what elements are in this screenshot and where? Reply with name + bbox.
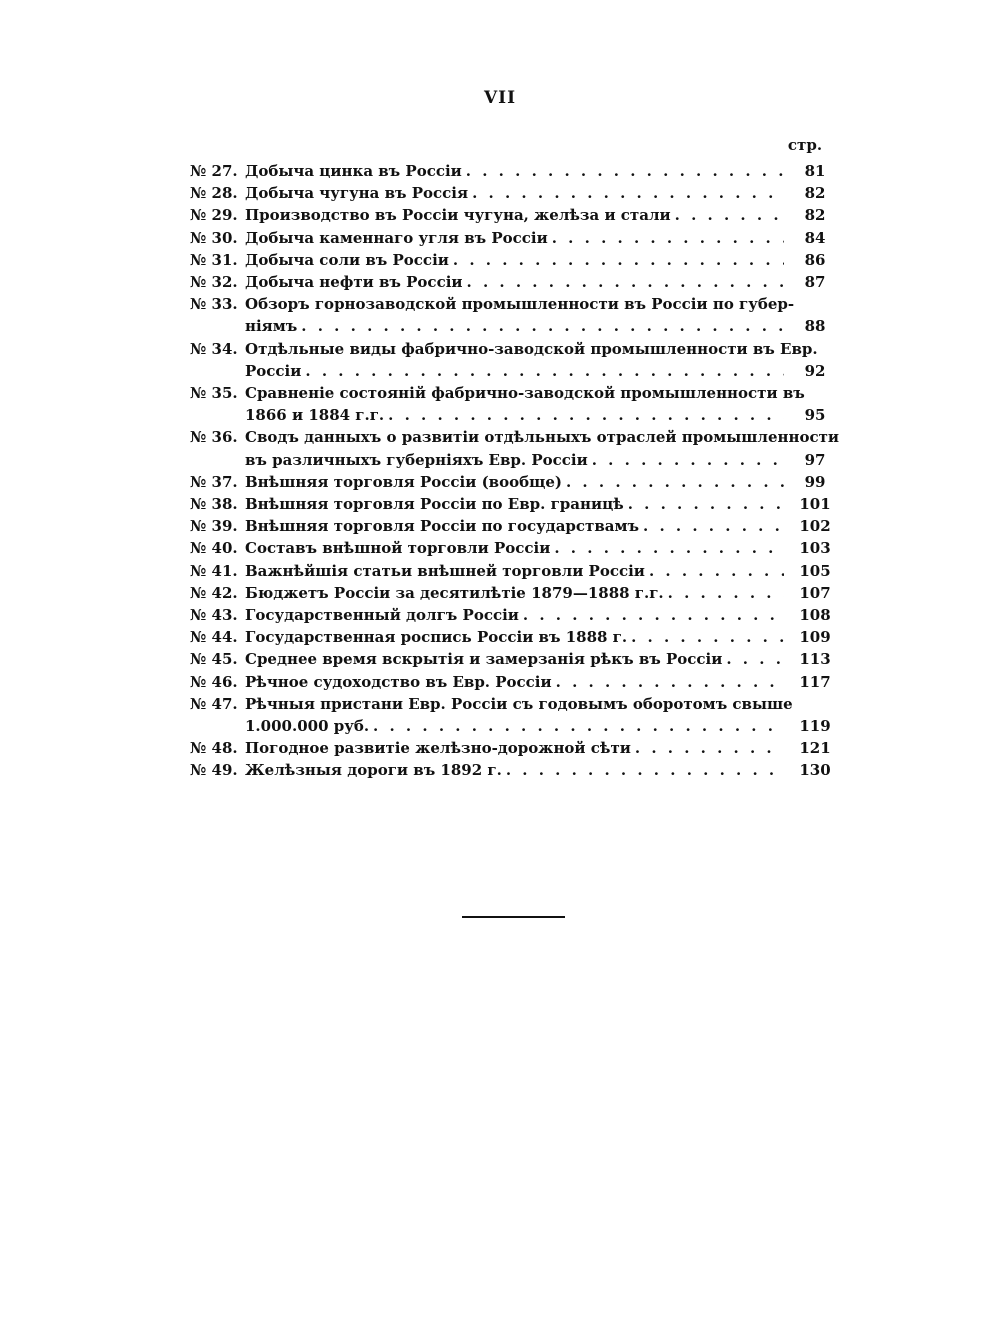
toc-entry: [190, 249, 840, 271]
toc-entry: [190, 493, 840, 515]
entry-title: Среднее время вскрытія и замерзанія рѣкъ въ Россіи: [245, 650, 723, 669]
entry-page-number: 87: [804, 273, 826, 292]
toc-entry: [190, 515, 840, 537]
entry-line: [245, 360, 840, 382]
dot-leader: [624, 493, 784, 515]
entry-page-number: 88: [804, 317, 826, 336]
dot-leader: [384, 404, 784, 426]
toc-entry: [190, 293, 840, 337]
entry-line: [245, 493, 840, 515]
entry-title: Внѣшняя торговля Россіи по Евр. границѣ: [245, 494, 624, 513]
entry-title: Обзоръ горнозаводской промышленности въ Россіи по губер-: [245, 295, 795, 314]
entry-line: [245, 648, 840, 670]
entry-number: № 37.: [190, 472, 238, 491]
entry-number: № 33.: [190, 295, 238, 314]
entry-line: [245, 560, 840, 582]
entry-page-number: 86: [804, 250, 826, 269]
entry-title: Погодное развитіе желѣзно-дорожной сѣти: [245, 739, 631, 758]
entry-number: № 28.: [190, 184, 238, 203]
entry-line: [245, 249, 840, 271]
table-of-contents: [190, 160, 840, 782]
entry-page-number: 119: [799, 716, 831, 735]
toc-entry: [190, 160, 840, 182]
dot-leader: [468, 182, 784, 204]
entry-number: № 46.: [190, 672, 238, 691]
entry-page-number: 103: [799, 539, 831, 558]
toc-entry: [190, 737, 840, 759]
entry-page-number: 82: [804, 206, 826, 225]
toc-entry: [190, 271, 840, 293]
entry-line: [245, 671, 840, 693]
entry-line: [245, 404, 840, 426]
entry-line: [245, 626, 840, 648]
entry-number: № 31.: [190, 250, 238, 269]
entry-line: [245, 604, 840, 626]
entry-number: № 43.: [190, 605, 238, 624]
closing-rule: [462, 916, 565, 918]
entry-title: Составъ внѣшной торговли Россіи: [245, 539, 551, 558]
dot-leader: [627, 626, 784, 648]
toc-entry: [190, 604, 840, 626]
toc-entry: [190, 693, 840, 737]
entry-page-number: 102: [799, 517, 831, 536]
entry-number: № 42.: [190, 583, 238, 602]
entry-title: Внѣшняя торговля Россіи (вообще): [245, 472, 562, 491]
entry-line: [245, 426, 840, 448]
entry-line: [245, 382, 840, 404]
entry-title: Желѣзныя дороги въ 1892 г.: [245, 761, 502, 780]
entry-line: [245, 537, 840, 559]
entry-number: № 36.: [190, 428, 238, 447]
entry-page-number: 84: [804, 228, 826, 247]
entry-title: Рѣчное судоходство въ Евр. Россіи: [245, 672, 552, 691]
toc-entry: [190, 426, 840, 470]
toc-entry: [190, 759, 840, 781]
toc-entry: [190, 471, 840, 493]
entry-line: [245, 449, 840, 471]
entry-title: Добыча цинка въ Россіи: [245, 162, 462, 180]
entry-line: [245, 515, 840, 537]
entry-number: № 29.: [190, 206, 238, 225]
entry-line: [245, 271, 840, 293]
dot-leader: [722, 648, 784, 670]
entry-title: Рѣчныя пристани Евр. Россіи съ годовымъ оборотомъ свыше: [245, 694, 793, 713]
entry-title: Добыча каменнаго угля въ Россіи: [245, 228, 548, 247]
entry-title: Производство въ Россіи чугуна, желѣза и стали: [245, 206, 671, 225]
dot-leader: [664, 582, 784, 604]
toc-entry: [190, 582, 840, 604]
entry-page-number: 101: [799, 494, 831, 513]
entry-page-number: 113: [799, 650, 831, 669]
entry-line: [245, 759, 840, 781]
toc-entry: [190, 626, 840, 648]
entry-title: Отдѣльные виды фабрично-заводской промышленности въ Евр.: [245, 339, 818, 358]
entry-number: № 27.: [190, 162, 238, 180]
entry-title: 1.000.000 руб.: [245, 716, 370, 735]
entry-number: № 44.: [190, 628, 238, 647]
entry-title: Сравненіе состояній фабрично-заводской промышленности въ: [245, 383, 805, 402]
entry-number: № 39.: [190, 517, 238, 536]
dot-leader: [631, 737, 784, 759]
entry-line: [245, 693, 840, 715]
entry-title: 1866 и 1884 г.г.: [245, 406, 385, 425]
entry-title: Добыча соли въ Россіи: [245, 250, 449, 269]
entry-number: № 48.: [190, 739, 238, 758]
toc-entry: [190, 382, 840, 426]
toc-entry: [190, 204, 840, 226]
dot-leader: [463, 271, 784, 293]
entry-title: Добыча чугуна въ Россія: [245, 184, 469, 203]
dot-leader: [449, 249, 784, 271]
entry-number: № 35.: [190, 383, 238, 402]
entry-line: [245, 204, 840, 226]
toc-entry: [190, 338, 840, 382]
dot-leader: [639, 515, 784, 537]
dot-leader: [645, 560, 784, 582]
entry-line: [245, 160, 840, 182]
entry-page-number: 130: [799, 761, 831, 780]
entry-page-number: 107: [799, 583, 831, 602]
dot-leader: [588, 449, 784, 471]
toc-entry: [190, 227, 840, 249]
entry-page-number: 95: [804, 406, 826, 425]
toc-entry: [190, 671, 840, 693]
dot-leader: [671, 204, 784, 226]
entry-page-number: 117: [799, 672, 831, 691]
entry-page-number: 105: [799, 561, 831, 580]
entry-title: Внѣшняя торговля Россіи по государствамъ: [245, 517, 640, 536]
entry-title: Россіи: [245, 361, 302, 380]
entry-title: въ различныхъ губерніяхъ Евр. Россіи: [245, 450, 588, 469]
dot-leader: [369, 715, 784, 737]
entry-title: Добыча нефти въ Россіи: [245, 273, 463, 292]
entry-number: № 30.: [190, 228, 238, 247]
entry-number: № 41.: [190, 561, 238, 580]
entry-title: Государственный долгъ Россіи: [245, 605, 519, 624]
dot-leader: [519, 604, 784, 626]
entry-title: Важнѣйшія статьи внѣшней торговли Россіи: [245, 561, 645, 580]
dot-leader: [462, 160, 784, 182]
entry-page-number: 82: [804, 184, 826, 203]
entry-page-number: 97: [804, 450, 826, 469]
entry-line: [245, 227, 840, 249]
entry-title: Сводъ данныхъ о развитіи отдѣльныхъ отраслей промышленности: [245, 428, 840, 447]
dot-leader: [562, 471, 784, 493]
entry-title: Бюджетъ Россіи за десятилѣтіе 1879—1888 г.г.: [245, 583, 664, 602]
toc-entry: [190, 182, 840, 204]
entry-number: № 38.: [190, 494, 238, 513]
entry-page-number: 109: [799, 628, 831, 647]
toc-entry: [190, 560, 840, 582]
entry-number: № 34.: [190, 339, 238, 358]
dot-leader: [550, 537, 784, 559]
toc-entry: [190, 648, 840, 670]
entry-number: № 45.: [190, 650, 238, 669]
entry-line: [245, 715, 840, 737]
entry-page-number: 92: [804, 361, 826, 380]
entry-number: № 40.: [190, 539, 238, 558]
dot-leader: [297, 315, 784, 337]
entry-line: [245, 471, 840, 493]
entry-page-number: 81: [804, 162, 826, 180]
entry-number: № 49.: [190, 761, 238, 780]
dot-leader: [502, 759, 784, 781]
entry-page-number: 99: [804, 472, 826, 491]
dot-leader: [301, 360, 784, 382]
page-number: VII: [483, 88, 517, 108]
entry-page-number: 121: [799, 739, 831, 758]
entry-line: [245, 315, 840, 337]
dot-leader: [552, 671, 784, 693]
page-column-header: стр.: [787, 136, 823, 154]
entry-number: № 47.: [190, 694, 238, 713]
entry-line: [245, 582, 840, 604]
entry-title: Государственная роспись Россіи въ 1888 г.: [245, 628, 628, 647]
dot-leader: [548, 227, 784, 249]
entry-page-number: 108: [799, 605, 831, 624]
toc-entry: [190, 537, 840, 559]
entry-line: [245, 338, 840, 360]
entry-line: [245, 293, 840, 315]
entry-number: № 32.: [190, 273, 238, 292]
entry-line: [245, 182, 840, 204]
entry-title: ніямъ: [245, 317, 298, 336]
entry-line: [245, 737, 840, 759]
